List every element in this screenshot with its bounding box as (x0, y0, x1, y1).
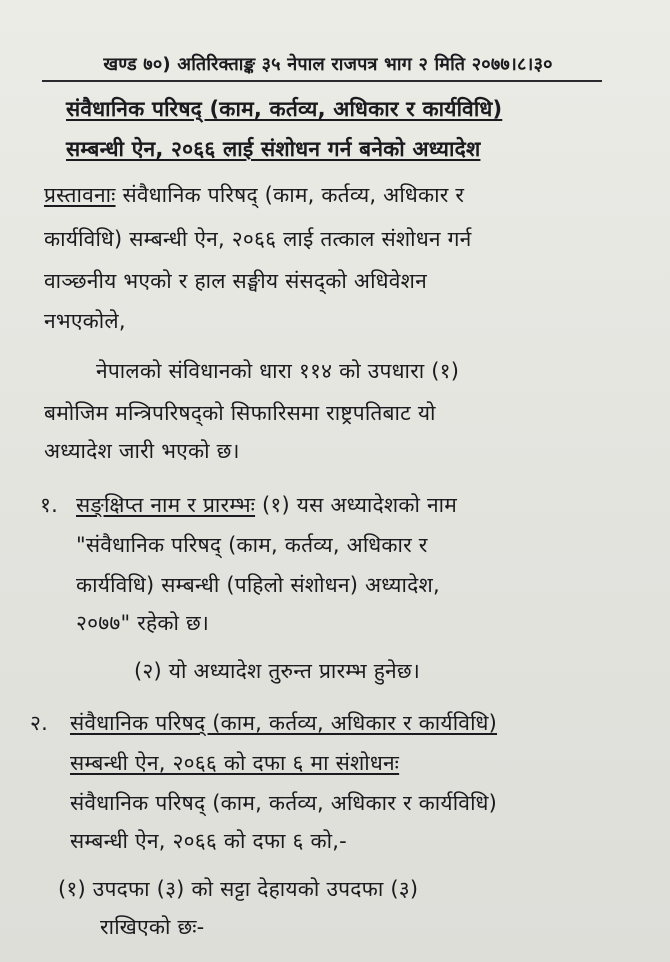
section-1-line-4: २०७७" रहेको छ। (76, 611, 210, 635)
section-2-line-3: संवैधानिक परिषद् (काम, कर्तव्य, अधिकार र कार्यविधि) (70, 791, 498, 815)
section-1-text-1: (१) यस अध्यादेशको नाम (261, 493, 458, 517)
header-rule (42, 80, 602, 82)
preamble-line-3: वाञ्छनीय भएको र हाल सङ्घीय संसद्को अधिवेशन (44, 269, 427, 293)
section-2-number: २. (30, 711, 48, 735)
section-1-line-3: कार्यविधि) सम्बन्धी (पहिलो संशोधन) अध्यादेश, (76, 573, 440, 597)
section-1-heading: सङ्क्षिप्त नाम र प्रारम्भः (76, 493, 256, 517)
section-2-heading-line-1: संवैधानिक परिषद् (काम, कर्तव्य, अधिकार र कार्यविधि) (70, 711, 498, 735)
section-2-line-4: सम्बन्धी ऐन, २०६६ को दफा ६ को,- (70, 829, 347, 853)
enactment-line-1: नेपालको संविधानको धारा ११४ को उपधारा (१) (96, 359, 460, 383)
ordinance-title-line-1: संवैधानिक परिषद् (काम, कर्तव्य, अधिकार र कार्यविधि) (66, 97, 503, 121)
section-2-clause-1-line-1: (१) उपदफा (३) को सट्टा देहायको उपदफा (३) (58, 877, 419, 901)
section-1-number: १. (40, 493, 58, 517)
preamble-text-1: संवैधानिक परिषद् (काम, कर्तव्य, अधिकार र (122, 183, 465, 207)
section-2-heading-line-2: सम्बन्धी ऐन, २०६६ को दफा ६ मा संशोधनः (70, 751, 400, 775)
section-1-line-2: "संवैधानिक परिषद् (काम, कर्तव्य, अधिकार र (76, 533, 428, 557)
ordinance-title-line-2: सम्बन्धी ऐन, २०६६ लाई संशोधन गर्न बनेको अध्यादेश (66, 137, 481, 161)
preamble-line-2: कार्यविधि) सम्बन्धी ऐन, २०६६ लाई तत्काल संशोधन गर्न (44, 227, 472, 251)
preamble-label: प्रस्तावनाः (44, 183, 116, 207)
preamble-line-4: नभएकोले, (44, 309, 126, 333)
section-1-subsection-2: (२) यो अध्यादेश तुरुन्त प्रारम्भ हुनेछ। (134, 659, 420, 683)
enactment-line-3: अध्यादेश जारी भएको छ। (44, 439, 240, 463)
section-2-clause-1-line-2: राखिएको छः- (100, 915, 205, 939)
section-1-line-1 (76, 490, 457, 520)
gazette-header: खण्ड ७०) अतिरिक्ताङ्क ३५ नेपाल राजपत्र भाग २ मिति २०७७।८।३० (103, 54, 553, 75)
enactment-line-2: बमोजिम मन्त्रिपरिषद्को सिफारिसमा राष्ट्रपतिबाट यो (44, 401, 436, 425)
preamble-line-1 (44, 180, 464, 210)
